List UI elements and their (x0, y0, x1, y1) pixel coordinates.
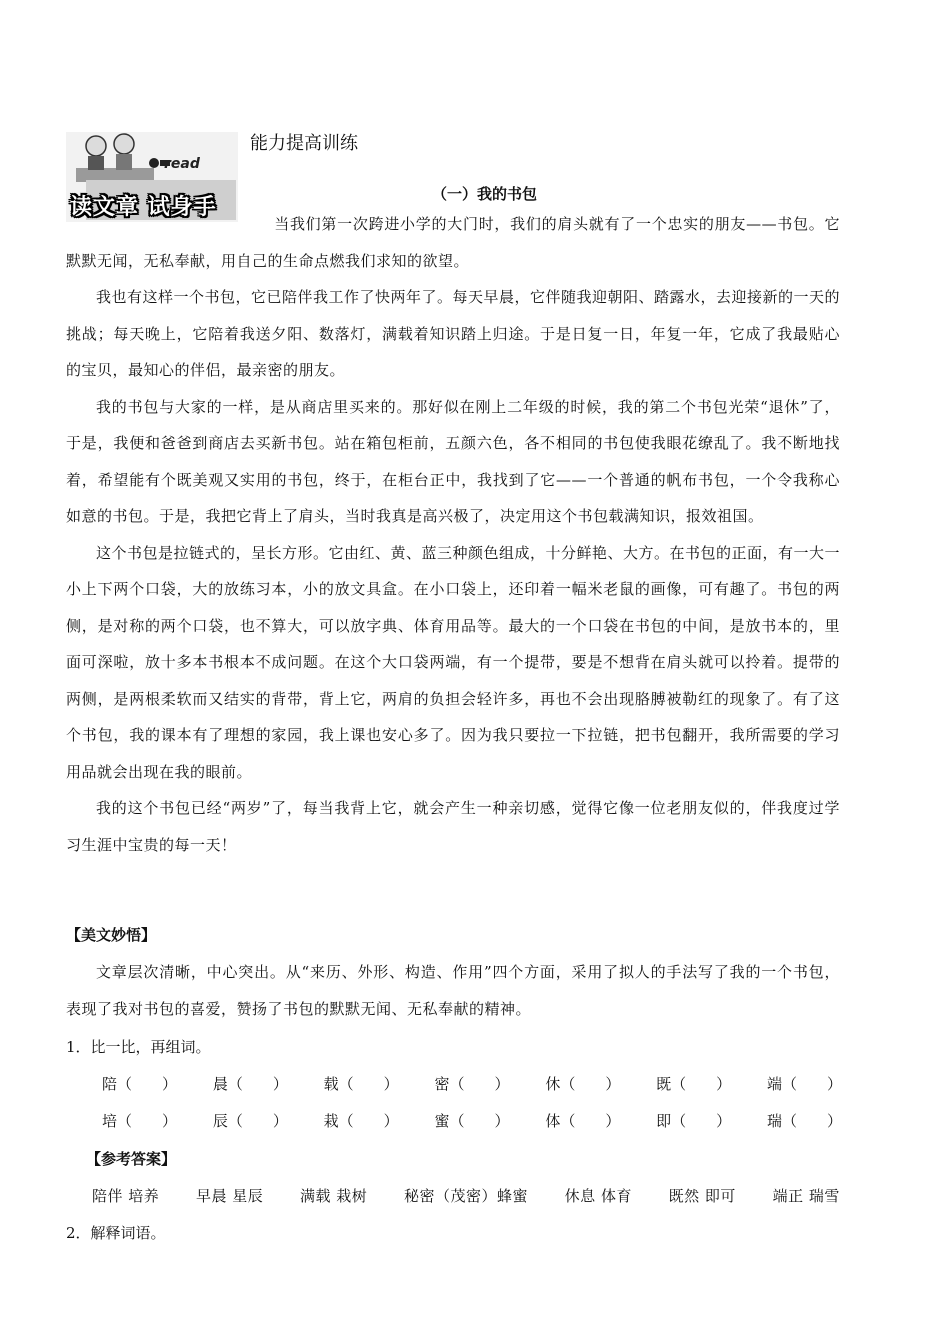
compare-item: 辰（ ） (212, 1112, 288, 1130)
article-paragraph-4: 这个书包是拉链式的，呈长方形。它由红、黄、蓝三种颜色组成，十分鲜艳、大方。在书包的正面，有一大一小上下两个口袋，大的放练习本，小的放文具盒。在小口袋上，还印着一幅米老鼠的画像，可有趣了。书包的两侧，是对称的两个口袋，也不算大，可以放字典、体育用品等。最大的一个口袋在书包的中间，是放书本的，里面可深啦，放十多本书根本不成问题。在这个大口袋两端，有一个提带，要是不想背在肩头就可以拎着。提带的两侧，是两根柔软而又结实的背带，背上它，两肩的负担会轻许多，再也不会出现胳膊被勒红的现象了。有了这个书包，我的课本有了理想的家园，我上课也安心多了。因为我只要拉一下拉链，把书包翻开，我所需要的学习用品就会出现在我的眼前。 (66, 543, 841, 781)
answer-item: 早晨 星辰 (195, 1187, 264, 1205)
question-1-prompt: 1．比一比，再组词。 (66, 1038, 211, 1056)
article-paragraph-2: 我也有这样一个书包，它已陪伴我工作了快两年了。每天早晨，它伴随我迎朝阳、踏露水，去迎接新的一天的挑战；每天晚上，它陪着我送夕阳、数落灯，满载着知识踏上归途。于是日复一日，年复一年，它成了我最贴心的宝贝，最知心的伴侣，最亲密的朋友。 (66, 288, 841, 379)
compare-item: 既（ ） (656, 1075, 732, 1093)
article-paragraph-5: 我的这个书包已经“两岁”了，每当我背上它，就会产生一种亲切感，觉得它像一位老朋友似的，伴我度过学习生涯中宝贵的每一天！ (66, 799, 840, 854)
appreciation-heading: 【美文妙悟】 (66, 926, 157, 944)
compare-item: 瑞（ ） (766, 1112, 842, 1130)
article-paragraph-3: 我的书包与大家的一样，是从商店里买来的。那好似在刚上二年级的时候，我的第二个书包光荣“退休”了，于是，我便和爸爸到商店去买新书包。站在箱包柜前，五颜六色，各不相同的书包使我眼花缭乱了。我不断地找着，希望能有个既美观又实用的书包，终于，在柜台正中，我找到了它——一个普通的帆布书包，一个令我称心如意的书包。于是，我把它背上了肩头，当时我真是高兴极了，决定用这个书包载满知识，报效祖国。 (66, 397, 840, 525)
answer-item: 端正 瑞雪 (772, 1187, 840, 1205)
answer-heading: 【参考答案】 (86, 1150, 177, 1168)
article-body (66, 206, 840, 863)
logo-title: 读文章 试身手 (70, 195, 217, 220)
compare-item: 载（ ） (323, 1075, 399, 1093)
question-2-prompt: 2．解释词语。 (66, 1224, 166, 1242)
appreciation-body (66, 954, 840, 1027)
section-title: 能力提高训练 (250, 133, 358, 154)
answer-item: 陪伴 培养 (92, 1187, 160, 1205)
compare-item: 蜜（ ） (434, 1112, 510, 1130)
answer-row (92, 1185, 840, 1206)
article-title: （一）我的书包 (432, 185, 538, 203)
compare-item: 即（ ） (656, 1112, 732, 1130)
logo-read-label: read (164, 156, 200, 172)
article-paragraph-1-text: 当我们第一次跨进小学的大门时，我们的肩头就有了一个忠实的朋友——书包。它默默无闻，无私奉献，用自己的生命点燃我们求知的欲望。 (66, 215, 840, 270)
compare-item: 休（ ） (545, 1075, 621, 1093)
appreciation-text: 文章层次清晰，中心突出。从“来历、外形、构造、作用”四个方面，采用了拟人的手法写了我的一个书包，表现了我对书包的喜爱，赞扬了书包的默默无闻、无私奉献的精神。 (66, 963, 840, 1018)
compare-item: 培（ ） (102, 1112, 178, 1130)
compare-item: 体（ ） (545, 1112, 621, 1130)
compare-item: 栽（ ） (323, 1112, 399, 1130)
answer-item: 秘密（茂密）蜂蜜 (403, 1187, 528, 1205)
answer-item: 休息 体育 (564, 1187, 632, 1205)
compare-item: 密（ ） (434, 1075, 510, 1093)
compare-item: 陪（ ） (102, 1075, 178, 1093)
compare-row-2 (102, 1110, 842, 1131)
article-paragraph-1 (66, 206, 840, 279)
answer-item: 既然 即可 (668, 1187, 736, 1205)
compare-item: 晨（ ） (212, 1075, 288, 1093)
compare-row-1 (102, 1073, 842, 1094)
answer-item: 满载 栽树 (299, 1187, 368, 1205)
compare-item: 端（ ） (766, 1075, 842, 1093)
